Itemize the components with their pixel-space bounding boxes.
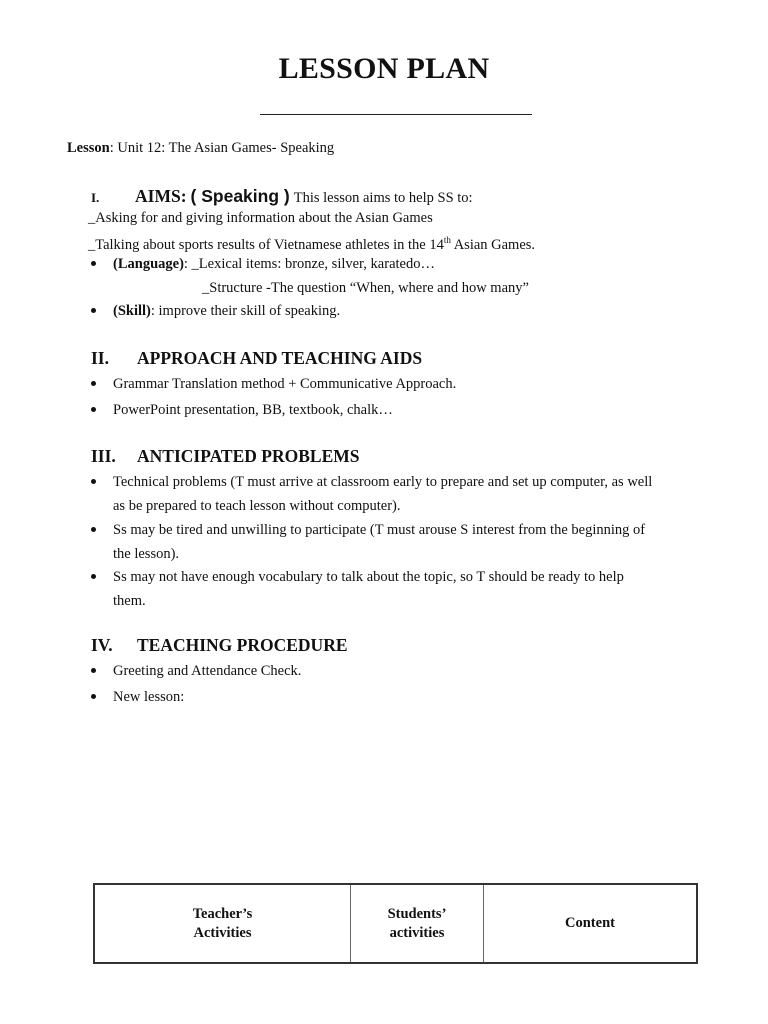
list-item-text: Grammar Translation method + Communicative Approach. <box>113 376 457 392</box>
aims-line-2-sup: th <box>443 235 451 245</box>
skill-text: : improve their skill of speaking. <box>150 303 341 319</box>
approach-heading <box>91 348 422 369</box>
header-teacher-line-2: Activities <box>193 924 252 941</box>
aims-speaking: ( Speaking ) <box>190 186 290 206</box>
header-teacher-activities <box>94 884 351 963</box>
activities-table <box>93 883 698 964</box>
header-teacher-line-1: Teacher’s <box>192 905 253 922</box>
language-text: : _Lexical items: bronze, silver, karatedo… <box>183 256 435 272</box>
list-item-text: New lesson: <box>113 689 185 705</box>
bullet-icon <box>91 308 96 313</box>
bullet-icon <box>91 668 96 673</box>
list-item-text: Greeting and Attendance Check. <box>113 663 302 679</box>
procedure-title: TEACHING PROCEDURE <box>137 635 348 655</box>
approach-roman: II. <box>91 348 109 368</box>
language-label: (Language) <box>113 256 184 272</box>
bullet-icon <box>91 694 96 699</box>
lesson-line <box>67 138 334 158</box>
bullet-icon <box>91 527 96 532</box>
procedure-roman: IV. <box>91 635 113 655</box>
bullet-icon <box>91 479 96 484</box>
list-item-text-cont: as be prepared to teach lesson without computer). <box>113 498 401 514</box>
list-item-text-cont: them. <box>113 593 146 609</box>
bullet-icon <box>91 381 96 386</box>
header-students-activities <box>351 884 484 963</box>
aims-intro: This lesson aims to help SS to: <box>293 190 473 206</box>
list-item-text-cont: the lesson). <box>113 546 180 562</box>
aims-label: AIMS: <box>135 186 187 206</box>
header-students-line-1: Students’ <box>387 905 447 922</box>
header-students-line-2: activities <box>389 924 445 941</box>
aims-line-2-end: Asian Games. <box>450 236 536 253</box>
problems-title: ANTICIPATED PROBLEMS <box>137 446 360 466</box>
aims-heading <box>91 184 473 210</box>
structure-line: _Structure -The question “When, where and how many” <box>202 280 529 296</box>
aims-roman: I. <box>91 190 100 205</box>
document-title: LESSON PLAN <box>278 52 490 85</box>
aims-line-2-text: _Talking about sports results of Vietnamese athletes in the 14 <box>88 236 444 253</box>
problems-heading <box>91 446 360 467</box>
procedure-heading <box>91 635 348 656</box>
list-item-text: Technical problems (T must arrive at classroom early to prepare and set up computer, as well <box>113 474 653 490</box>
list-item-text: PowerPoint presentation, BB, textbook, chalk… <box>113 402 393 418</box>
bullet-icon <box>91 407 96 412</box>
lesson-value: : Unit 12: The Asian Games- Speaking <box>109 140 335 156</box>
problems-roman: III. <box>91 446 116 466</box>
title-underline <box>260 114 532 115</box>
skill-label: (Skill) <box>113 303 151 319</box>
list-item-text: Ss may not have enough vocabulary to talk about the topic, so T should be ready to help <box>113 569 624 585</box>
approach-title: APPROACH AND TEACHING AIDS <box>137 348 423 368</box>
bullet-icon <box>91 574 96 579</box>
bullet-icon <box>91 261 96 266</box>
lesson-label: Lesson <box>67 140 110 156</box>
aims-line-1: _Asking for and giving information about the Asian Games <box>88 210 433 226</box>
header-content: Content <box>484 884 698 963</box>
table-header-row <box>94 884 697 963</box>
list-item-text: Ss may be tired and unwilling to participate (T must arouse S interest from the beginning of <box>113 522 646 538</box>
